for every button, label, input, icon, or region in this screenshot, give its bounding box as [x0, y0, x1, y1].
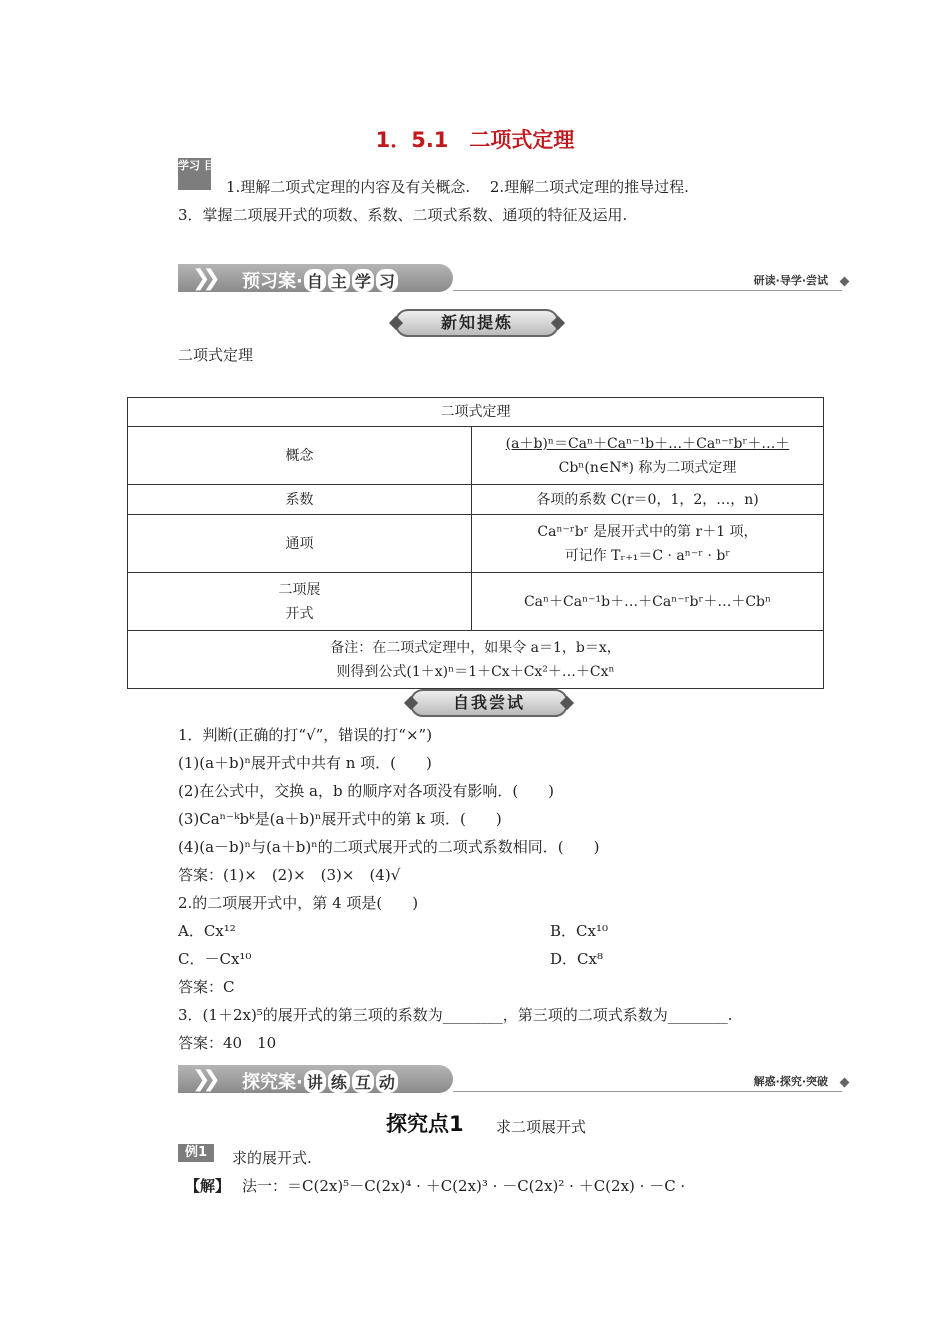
table-header: 二项式定理 — [128, 398, 824, 427]
goal-line-2: 3．掌握二项展开式的项数、系数、二项式系数、通项的特征及运用. — [178, 206, 628, 224]
learning-goals-badge: 学习 目标 — [178, 158, 211, 190]
exercise-answer: 答案：(1)× (2)× (3)× (4)√ — [178, 866, 401, 884]
banner-explore-title: 探究案· 讲 练 互 动 — [242, 1068, 399, 1094]
diamond-icon — [840, 1078, 850, 1088]
option-d: D．Cx⁸ — [550, 950, 603, 968]
exercise-line: 3．(1＋2x)⁵的展开式的第三项的系数为________，第三项的二项式系数为________. — [178, 1006, 733, 1024]
table-row-value: 各项的系数 C(r＝0，1，2，…，n) — [472, 485, 824, 515]
option-a: A．Cx¹² — [178, 922, 236, 940]
exercise-line: 2.的二项展开式中，第 4 项是( ) — [178, 894, 419, 912]
example-badge: 例1 — [178, 1144, 214, 1162]
page-title: 1．5.1 二项式定理 — [375, 128, 575, 152]
exercise-answer: 答案：40 10 — [178, 1034, 277, 1052]
solution-label: 【解】 — [185, 1177, 231, 1195]
exercise-answer: 答案：C — [178, 978, 235, 996]
exercise-line: (3)Caⁿ⁻ᵏbᵏ是(a＋b)ⁿ展开式中的第 k 项．( ) — [178, 810, 502, 828]
banner-preview — [178, 264, 850, 294]
table-row-label: 概念 — [128, 427, 472, 485]
solution-text: 法一：＝C(2x)⁵－C(2x)⁴ · ＋C(2x)³ · －C(2x)² · ＋C(2x) · －C · — [242, 1177, 686, 1195]
explore-point-heading: 探究点1 — [386, 1112, 464, 1136]
double-chevron-icon: ❯❯ — [192, 266, 213, 291]
double-chevron-icon: ❯❯ — [192, 1067, 213, 1092]
option-c: C．－Cx¹⁰ — [178, 950, 252, 968]
example-text: 求的展开式. — [232, 1149, 312, 1167]
table-row-value: Caⁿ⁻ʳbʳ 是展开式中的第 r＋1 项， 可记作 Tᵣ₊₁＝C · aⁿ⁻ʳ · bʳ — [472, 515, 824, 573]
explore-point-subtitle: 求二项展开式 — [496, 1118, 587, 1136]
topic-label: 二项式定理 — [178, 346, 254, 364]
section-new-knowledge: 新知提炼 — [395, 309, 559, 337]
table-row-value: Caⁿ＋Caⁿ⁻¹b＋…＋Caⁿ⁻ʳbʳ＋…＋Cbⁿ — [472, 573, 824, 631]
banner-explore-tagline: 解惑·探究·突破 — [753, 1075, 828, 1088]
diamond-icon — [840, 277, 850, 287]
banner-preview-title: 预习案· 自 主 学 习 — [242, 267, 399, 293]
table-row-label: 系数 — [128, 485, 472, 515]
table-row-label: 通项 — [128, 515, 472, 573]
exercise-line: (2)在公式中，交换 a，b 的顺序对各项没有影响．( ) — [178, 782, 555, 800]
banner-explore — [178, 1065, 850, 1095]
exercise-line: (4)(a－b)ⁿ与(a＋b)ⁿ的二项式展开式的二项式系数相同．( ) — [178, 838, 600, 856]
exercise-line: (1)(a＋b)ⁿ展开式中共有 n 项．( ) — [178, 754, 432, 772]
table-row-value: (a＋b)ⁿ＝Caⁿ＋Caⁿ⁻¹b＋…＋Caⁿ⁻ʳbʳ＋…＋ Cbⁿ(n∈N*) 称为二项式定理 — [472, 427, 824, 485]
banner-preview-tagline: 研读·导学·尝试 — [753, 274, 828, 287]
section-self-try: 自我尝试 — [410, 689, 568, 717]
table-row-label: 二项展 开式 — [128, 573, 472, 631]
goal-line-1: 1.理解二项式定理的内容及有关概念. 2.理解二项式定理的推导过程. — [226, 178, 689, 196]
option-b: B．Cx¹⁰ — [550, 922, 608, 940]
table-note: 备注：在二项式定理中，如果令 a＝1，b＝x， 则得到公式(1＋x)ⁿ＝1＋Cx＋Cx²＋…＋Cxⁿ — [128, 631, 824, 689]
theorem-table — [127, 397, 824, 689]
exercise-line: 1．判断(正确的打“√”，错误的打“×”) — [178, 726, 433, 744]
